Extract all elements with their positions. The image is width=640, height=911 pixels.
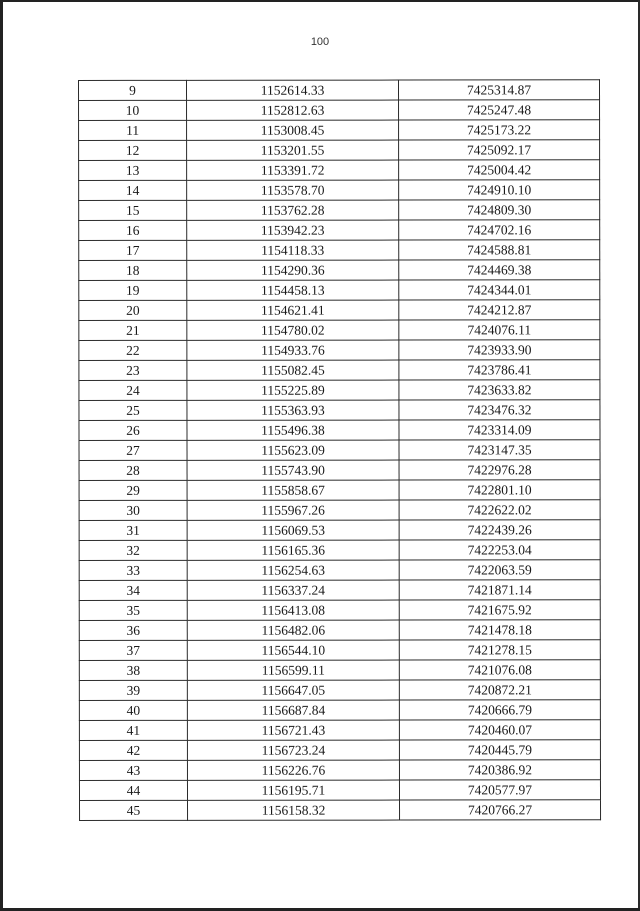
table-row [79,560,600,581]
point-number-cell: 27 [79,440,187,460]
y-coordinate-cell: 7422439.26 [399,520,600,540]
y-coordinate-cell: 7424469.38 [399,260,600,280]
y-coordinate-cell: 7424910.10 [399,180,600,200]
point-number-cell: 10 [79,100,187,120]
x-coordinate-cell: 1156482.06 [187,620,399,640]
x-coordinate-cell: 1156723.24 [187,740,399,760]
table-row [80,800,601,821]
point-number-cell: 31 [79,520,187,540]
point-number-cell: 28 [79,460,187,480]
point-number-cell: 13 [79,160,187,180]
x-coordinate-cell: 1153762.28 [187,200,399,220]
x-coordinate-cell: 1154621.41 [187,300,399,320]
x-coordinate-cell: 1154458.13 [187,280,399,300]
point-number-cell: 11 [79,120,187,140]
x-coordinate-cell: 1155623.09 [187,440,399,460]
y-coordinate-cell: 7420460.07 [399,720,600,740]
x-coordinate-cell: 1156413.08 [187,600,399,620]
x-coordinate-cell: 1153008.45 [187,120,399,140]
y-coordinate-cell: 7422253.04 [399,540,600,560]
point-number-cell: 45 [80,800,188,820]
x-coordinate-cell: 1153201.55 [187,140,399,160]
table-row [79,660,600,681]
table-row [79,80,600,101]
point-number-cell: 39 [79,680,187,700]
point-number-cell: 24 [79,380,187,400]
y-coordinate-cell: 7420445.79 [399,740,600,760]
point-number-cell: 14 [79,180,187,200]
x-coordinate-cell: 1156254.63 [187,560,399,580]
point-number-cell: 33 [79,560,187,580]
point-number-cell: 22 [79,340,187,360]
x-coordinate-cell: 1156544.10 [187,640,399,660]
table-row [79,700,600,721]
table-row [79,420,600,441]
table-row [79,360,600,381]
y-coordinate-cell: 7425004.42 [399,160,600,180]
y-coordinate-cell: 7424588.81 [399,240,600,260]
table-row [79,540,600,561]
x-coordinate-cell: 1153578.70 [187,180,399,200]
table-row [79,440,600,461]
y-coordinate-cell: 7425314.87 [399,80,600,100]
point-number-cell: 21 [79,320,187,340]
point-number-cell: 40 [79,700,187,720]
x-coordinate-cell: 1156195.71 [187,780,399,800]
table-row [79,180,600,201]
y-coordinate-cell: 7421278.15 [399,640,600,660]
coordinates-table [78,79,601,821]
y-coordinate-cell: 7425173.22 [399,120,600,140]
table-row [79,600,600,621]
y-coordinate-cell: 7421871.14 [399,580,600,600]
y-coordinate-cell: 7424344.01 [399,280,600,300]
y-coordinate-cell: 7421076.08 [399,660,600,680]
point-number-cell: 42 [79,740,187,760]
point-number-cell: 16 [79,220,187,240]
point-number-cell: 15 [79,200,187,220]
point-number-cell: 36 [79,620,187,640]
y-coordinate-cell: 7420577.97 [399,780,600,800]
table-row [79,740,600,761]
x-coordinate-cell: 1156647.05 [187,680,399,700]
x-coordinate-cell: 1156158.32 [188,800,400,820]
table-row [79,620,600,641]
table-row [79,520,600,541]
table-row [79,340,600,361]
x-coordinate-cell: 1156599.11 [187,660,399,680]
x-coordinate-cell: 1155743.90 [187,460,399,480]
point-number-cell: 29 [79,480,187,500]
y-coordinate-cell: 7423476.32 [399,400,600,420]
y-coordinate-cell: 7423786.41 [399,360,600,380]
x-coordinate-cell: 1152812.63 [187,100,399,120]
table-row [79,760,600,781]
y-coordinate-cell: 7423933.90 [399,340,600,360]
page-number: 100 [310,36,330,48]
table-row [79,200,600,221]
point-number-cell: 26 [79,420,187,440]
y-coordinate-cell: 7425092.17 [399,140,600,160]
x-coordinate-cell: 1154118.33 [187,240,399,260]
point-number-cell: 25 [79,400,187,420]
point-number-cell: 12 [79,140,187,160]
x-coordinate-cell: 1153942.23 [187,220,399,240]
y-coordinate-cell: 7422063.59 [399,560,600,580]
y-coordinate-cell: 7422801.10 [399,480,600,500]
point-number-cell: 32 [79,540,187,560]
point-number-cell: 23 [79,360,187,380]
table-row [79,720,600,741]
table-row [79,240,600,261]
x-coordinate-cell: 1156165.36 [187,540,399,560]
point-number-cell: 20 [79,300,187,320]
x-coordinate-cell: 1155225.89 [187,380,399,400]
table-row [79,500,600,521]
point-number-cell: 35 [79,600,187,620]
x-coordinate-cell: 1156721.43 [187,720,399,740]
point-number-cell: 37 [79,640,187,660]
y-coordinate-cell: 7421478.18 [399,620,600,640]
table-row [79,140,600,161]
y-coordinate-cell: 7420386.92 [399,760,600,780]
table-row [79,480,600,501]
x-coordinate-cell: 1155363.93 [187,400,399,420]
y-coordinate-cell: 7420666.79 [399,700,600,720]
x-coordinate-cell: 1154933.76 [187,340,399,360]
x-coordinate-cell: 1155967.26 [187,500,399,520]
y-coordinate-cell: 7423147.35 [399,440,600,460]
point-number-cell: 9 [79,80,187,100]
y-coordinate-cell: 7424809.30 [399,200,600,220]
x-coordinate-cell: 1156226.76 [187,760,399,780]
table-row [79,400,600,421]
y-coordinate-cell: 7421675.92 [399,600,600,620]
table-row [79,320,600,341]
x-coordinate-cell: 1154780.02 [187,320,399,340]
coordinates-table-body [79,80,601,821]
table-row [79,380,600,401]
x-coordinate-cell: 1156069.53 [187,520,399,540]
y-coordinate-cell: 7422622.02 [399,500,600,520]
x-coordinate-cell: 1155082.45 [187,360,399,380]
table-row [79,780,600,801]
x-coordinate-cell: 1152614.33 [187,80,399,100]
y-coordinate-cell: 7423314.09 [399,420,600,440]
y-coordinate-cell: 7423633.82 [399,380,600,400]
table-row [79,100,600,121]
x-coordinate-cell: 1153391.72 [187,160,399,180]
scan-edge-top [0,0,640,2]
table-row [79,220,600,241]
point-number-cell: 38 [79,660,187,680]
table-row [79,300,600,321]
scan-edge-left [0,0,3,911]
point-number-cell: 44 [79,780,187,800]
y-coordinate-cell: 7425247.48 [399,100,600,120]
y-coordinate-cell: 7424702.16 [399,220,600,240]
point-number-cell: 17 [79,240,187,260]
point-number-cell: 18 [79,260,187,280]
y-coordinate-cell: 7424076.11 [399,320,600,340]
y-coordinate-cell: 7422976.28 [399,460,600,480]
point-number-cell: 43 [79,760,187,780]
point-number-cell: 34 [79,580,187,600]
y-coordinate-cell: 7420766.27 [400,800,601,820]
table-row [79,280,600,301]
x-coordinate-cell: 1156337.24 [187,580,399,600]
y-coordinate-cell: 7420872.21 [399,680,600,700]
x-coordinate-cell: 1156687.84 [187,700,399,720]
x-coordinate-cell: 1154290.36 [187,260,399,280]
x-coordinate-cell: 1155858.67 [187,480,399,500]
table-row [79,160,600,181]
table-row [79,120,600,141]
table-row [79,640,600,661]
point-number-cell: 30 [79,500,187,520]
table-row [79,580,600,601]
table-row [79,260,600,281]
table-row [79,680,600,701]
x-coordinate-cell: 1155496.38 [187,420,399,440]
y-coordinate-cell: 7424212.87 [399,300,600,320]
point-number-cell: 19 [79,280,187,300]
table-row [79,460,600,481]
point-number-cell: 41 [79,720,187,740]
